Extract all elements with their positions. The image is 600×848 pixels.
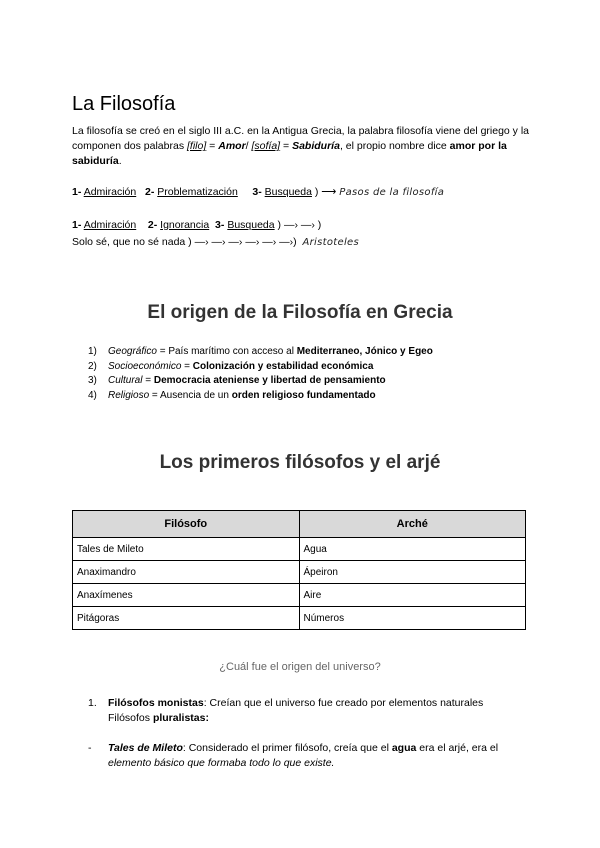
item-text: = (142, 375, 154, 386)
intro-text-2: , el propio nombre dice (339, 140, 450, 152)
amor-term: Amor (218, 140, 246, 152)
step-admiracion: Admiración (83, 186, 137, 198)
list-item (88, 345, 433, 360)
column-header-filosofo: Filósofo (73, 511, 300, 538)
item-text: era el arjé, era el (416, 742, 499, 754)
item-bold: Mediterraneo, Jónico y Egeo (296, 346, 433, 357)
item-text: : Considerado el primer filósofo, creía que el (182, 742, 392, 754)
section-heading-philosophers: Los primeros filósofos y el arjé (159, 452, 441, 473)
dashed-list (88, 741, 498, 771)
step-problematizacion: Problematización (157, 186, 238, 198)
list-item-continued (88, 711, 483, 726)
table-row (73, 538, 526, 561)
item-text: = País marítimo con acceso al (156, 346, 297, 357)
philosophers-table (72, 510, 526, 630)
section-heading-origin: El origen de la Filosofía en Grecia (147, 302, 453, 323)
list-item (88, 696, 483, 711)
step-admiracion: Admiración (83, 219, 137, 231)
step-num: 2- (147, 219, 158, 231)
pluralistas-term: pluralistas: (152, 712, 209, 724)
list-item (88, 360, 433, 375)
intro-paragraph (72, 124, 532, 169)
table-cell: Pitágoras (73, 607, 300, 630)
table-cell: Tales de Mileto (73, 538, 300, 561)
amor-sabiduria: amor por la sabiduría (72, 140, 507, 167)
item-text-italic: elemento básico que formaba todo lo que existe. (108, 757, 335, 769)
slash: / (245, 140, 252, 152)
table-cell: Anaximandro (73, 561, 300, 584)
tales-name: Tales de Mileto (108, 742, 183, 754)
item-text: Filósofos (108, 712, 153, 724)
arrow: ) ⟶ (314, 186, 340, 198)
step-num: 1- (72, 186, 82, 198)
period: . (118, 155, 122, 167)
intro-text: La filosofía se creó en el siglo III a.C. en la Antigua Grecia, la palabra filosofía viene del griego y la componen dos palabras (72, 125, 530, 152)
handwritten-note-aristoteles: Aristoteles (302, 237, 359, 248)
item-text: : Creían que el universo fue creado por elementos naturales (203, 697, 484, 709)
list-item (88, 741, 498, 756)
handwritten-note-pasos: Pasos de la filosofía (339, 187, 445, 198)
item-num: 2) (88, 360, 97, 372)
table-cell: Aire (299, 584, 526, 607)
item-num: 3) (88, 375, 97, 386)
step-ignorancia: Ignorancia (160, 219, 210, 231)
item-bold: orden religioso fundamentado (231, 389, 376, 401)
numbered-list (88, 696, 483, 726)
sabiduria-term: Sabiduría (292, 140, 340, 152)
step-num: 3- (215, 219, 225, 231)
table-cell: Números (299, 607, 526, 630)
step-num: 3- (252, 186, 262, 198)
socrates-line (72, 236, 359, 248)
step-num: 1- (72, 219, 82, 231)
table-cell: Ápeiron (299, 561, 526, 584)
monistas-term: Filósofos monistas (108, 697, 204, 709)
list-item (88, 389, 433, 404)
item-label: Religioso (108, 389, 150, 401)
list-item-continued (88, 756, 498, 771)
universe-question: ¿Cuál fue el origen del universo? (219, 661, 381, 673)
table-row (73, 607, 526, 630)
steps-line-2 (72, 219, 321, 231)
socrates-quote: Solo sé, que no sé nada ) —› —› —› —› —› —›) (72, 236, 297, 248)
step-busqueda: Busqueda (264, 186, 312, 198)
item-label: Socioeconómico (108, 360, 182, 372)
item-label: Geográfico (108, 346, 157, 357)
item-num: 1) (88, 346, 97, 357)
table-row (73, 584, 526, 607)
item-num: 4) (88, 389, 97, 401)
item-label: Cultural (108, 375, 143, 386)
page-title: La Filosofía (72, 93, 176, 115)
equals: = (280, 140, 293, 152)
step-busqueda: Busqueda (227, 219, 275, 231)
table-row (73, 561, 526, 584)
sofia-term: [sofía] (251, 140, 281, 152)
item-text: = (181, 360, 193, 372)
step-num: 2- (144, 186, 155, 198)
column-header-arche: Arché (299, 511, 526, 538)
filo-term: [filo] (187, 140, 207, 152)
item-num: 1. (88, 697, 97, 709)
bullet-dash: - (88, 742, 92, 754)
arrows: ) —› —› ) (274, 219, 322, 231)
list-item (88, 374, 433, 389)
agua-term: agua (391, 742, 417, 754)
item-bold: Democracia ateniense y libertad de pensamiento (153, 375, 386, 386)
item-text: = Ausencia de un (149, 389, 232, 401)
item-bold: Colonización y estabilidad económica (192, 360, 374, 372)
table-cell: Anaxímenes (73, 584, 300, 607)
equals: = (206, 140, 219, 152)
table-header-row (73, 511, 526, 538)
table-cell: Agua (299, 538, 526, 561)
steps-line-1 (72, 186, 444, 198)
origin-list (88, 345, 433, 403)
